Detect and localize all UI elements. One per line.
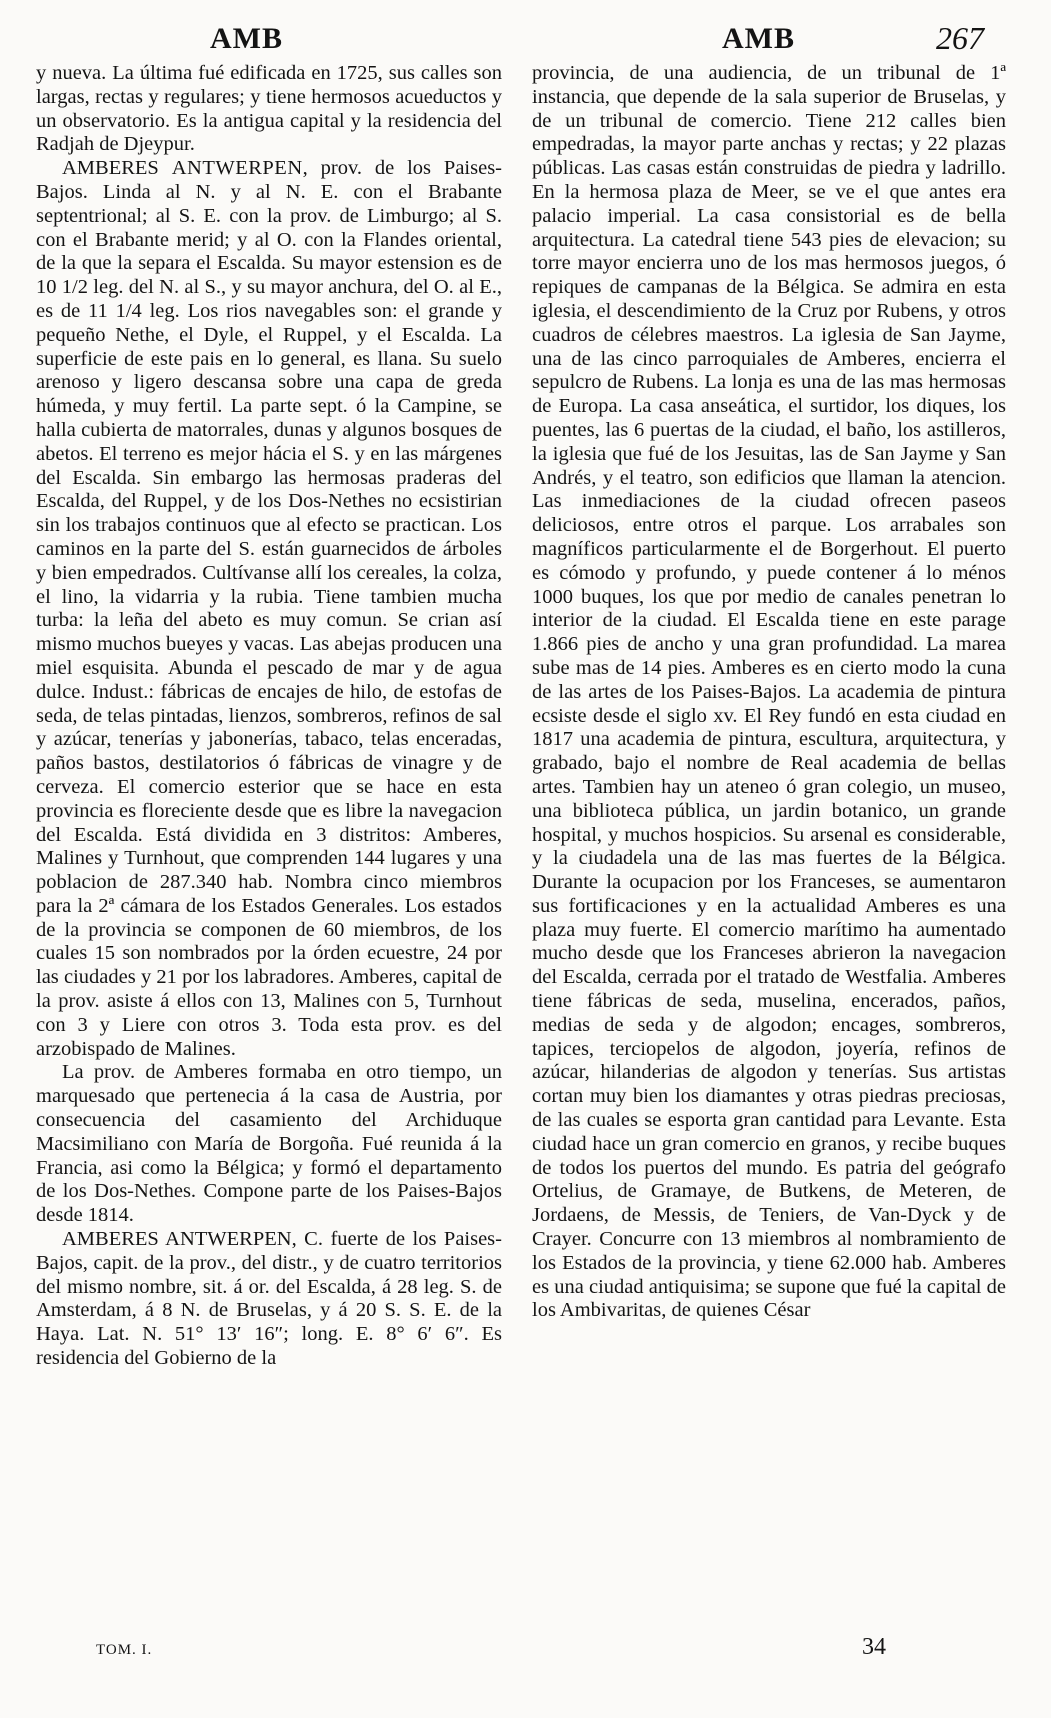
header-left-word: AMB <box>210 22 283 55</box>
entry-headword: AMBERES <box>62 157 159 180</box>
entry-body: , prov. de los Paises-Bajos. Linda al N. y al N. E. con el Brabante septentrional; al S. E. con la prov. de Limburgo; al S. con el Brabante merid; y al O. con la Flandes oriental, de la que la separa el Escalda. Su mayor estension es de 10 1/2 leg. del N. al S., y su mayor anchura, del O. al E., es de 11 1/4 leg. Los rios navegables son: el grande y pequeño Nethe, el Dyle, el Ruppel, y el Escalda. La superficie de este pais en lo general, es llana. Su suelo arenoso y ligero descansa sobre una capa de greda húmeda, y muy fertil. La parte sept. ó la Campine, se halla cubierta de matorrales, dunas y algunos bosques de abetos. El terreno es mejor hácia el S. y en las márgenes del Escalda. Sin embargo las hermosas praderas del Escalda, del Ruppel, y de los Dos-Nethes no ecsistirian sin los trabajos continuos que al efecto se practican. Los caminos en la parte del S. están guarnecidos de árboles y bien empedrados. Cultívanse allí los cereales, la colza, el lino, la vidarria y la rubia. Tiene tambien mucha turba: la leña del abeto es muy comun. Se crian así mismo muchos bueyes y vacas. Las abejas producen una miel esquisita. Abunda el pescado de mar y de agua dulce. Indust.: fábricas de encajes de hilo, de estofas de seda, de telas pintadas, lienzos, sombreros, refinos de sal y azúcar, tenerías y jabonerías, tabaco, telas enceradas, paños bastos, destilatorios ó fábricas de vinagre y de cerveza. El comercio esterior que se hace en esta provincia es floreciente desde que es libre la navegacion del Escalda. Está dividida en 3 distritos: Amberes, Malines y Turnhout, que comprenden 144 lugares y una poblacion de 287.340 hab. Nombra cinco miembros para la 2ª cámara de los Estados Generales. Los estados de la provincia se componen de 60 miembros, de los cuales 15 son nombrados por la órden ecuestre, 24 por las ciudades y 21 por los labradores. Amberes, capital de la prov. asiste á ellos con 13, Malines con 5, Turnhout con 3 y Liere con otros 3. Toda esta prov. es del arzobispado de Malines. <box>36 157 502 1060</box>
page-number: 267 <box>936 20 984 56</box>
entry-alt-name: ANTWERPEN <box>165 1228 292 1251</box>
entry-amberes-province <box>36 157 502 1061</box>
paragraph-history: La prov. de Amberes formaba en otro tiempo, un marquesado que pertenecia á la casa de Austria, por consecuencia del casamiento del Archiduque Macsimiliano con María de Borgoña. Fué reunida á la Francia, asi como la Bélgica; y formó el departamento de los Dos-Nethes. Compone parte de los Paises-Bajos desde 1814. <box>36 1061 502 1227</box>
left-column <box>36 62 502 1371</box>
entry-amberes-city <box>36 1228 502 1371</box>
header-right-word: AMB <box>722 22 795 55</box>
volume-marker: TOM. I. <box>96 1642 153 1658</box>
entry-alt-name: ANTWERPEN <box>171 157 303 180</box>
running-header <box>0 16 1051 64</box>
paragraph-ambala-end: y nueva. La última fué edificada en 1725, sus calles son largas, rectas y regulares; y tiene hermosos acueductos y un observatorio. Es la antigua capital y la residencia del Radjah de Djeypur. <box>36 62 502 156</box>
entry-body: , C. fuerte de los Paises-Bajos, capit. de la prov., del distr., y de cuatro territorios del mismo nombre, sit. á or. del Escalda, á 28 leg. S. de Amsterdam, á 8 N. de Bruselas, y á 20 S. S. E. de la Haya. Lat. N. 51° 13′ 16″; long. E. 8° 6′ 6″. Es residencia del Gobierno de la <box>36 1228 502 1370</box>
paragraph-city-description: provincia, de una audiencia, de un tribunal de 1ª instancia, que depende de la sala superior de Bruselas, y de un tribunal de comercio. Tiene 212 calles bien empedradas, la mayor parte anchas y rectas; y 22 plazas públicas. Las casas están construidas de piedra y ladrillo. En la hermosa plaza de Meer, se ve el que antes era palacio imperial. La casa consistorial es de bella arquitectura. La catedral tiene 543 pies de elevacion; su torre mayor encierra uno de los mas hermosos juegos, ó repiques de campanas de la Bélgica. Se admira en esta iglesia, el descendimiento de la Cruz por Rubens, y otros cuadros de célebres maestros. La iglesia de San Jayme, una de las cinco parroquiales de Amberes, encierra el sepulcro de Rubens. La lonja es una de las mas hermosas de Europa. La casa anseática, el surtidor, los diques, los puentes, las 6 puertas de la ciudad, el baño, los astilleros, la iglesia que fué de los Jesuitas, las de San Jayme y San Andrés, y el teatro, son edificios que llaman la atencion. Las inmediaciones de la ciudad ofrecen paseos deliciosos, entre otros el parque. Los arrabales son magníficos particularmente el de Borgerhout. El puerto es cómodo y profundo, y puede contener á lo ménos 1000 buques, los que por medio de canales penetran lo interior de la ciudad. El Escalda tiene en este parage 1.866 pies de ancho y una gran profundidad. La marea sube mas de 14 pies. Amberes es en cierto modo la cuna de las artes de los Paises-Bajos. La academia de pintura ecsiste desde el siglo xv. El Rey fundó en esta ciudad en 1817 una academia de pintura, escultura, arquitectura, y grabado, bajo el nombre de Real academia de bellas artes. Tambien hay un ateneo ó gran colegio, un museo, una biblioteca pública, un jardin botanico, un grande hospital, y muchos hospicios. Su arsenal es considerable, y la ciudadela una de las mas fuertes de la Bélgica. Durante la ocupacion por los Franceses, se aumentaron sus fortificaciones y en la actualidad Amberes es una plaza muy fuerte. El comercio marítimo ha aumentado mucho desde que los Franceses abrieron la navegacion del Escalda, cerrada por el tratado de Westfalia. Amberes tiene fábricas de seda, muselina, encerados, paños, medias de seda y de algodon; encages, sombreros, tapices, terciopelos de algodon, joyería, refinos de azúcar, hilanderias de algodon y tenerías. Sus artistas cortan muy bien los diamantes y otras piedras preciosas, de las cuales se esporta gran cantidad para Levante. Esta ciudad hace un gran comercio en granos, y recibe buques de todos los puertos del mundo. Es patria del geógrafo Ortelius, de Gramaye, de Butkens, de Meteren, de Jordaens, de Messis, de Teniers, de Van-Dyck y de Crayer. Concurre con 13 miembros al nombramiento de los Estados de la provincia, y tiene 62.000 hab. Amberes es una ciudad antiquisima; se supone que fué la capital de los Ambivaritas, de quienes César <box>532 62 1006 1322</box>
signature-mark: 34 <box>862 1634 886 1660</box>
entry-headword: AMBERES <box>62 1228 159 1251</box>
right-column <box>532 62 1006 1323</box>
